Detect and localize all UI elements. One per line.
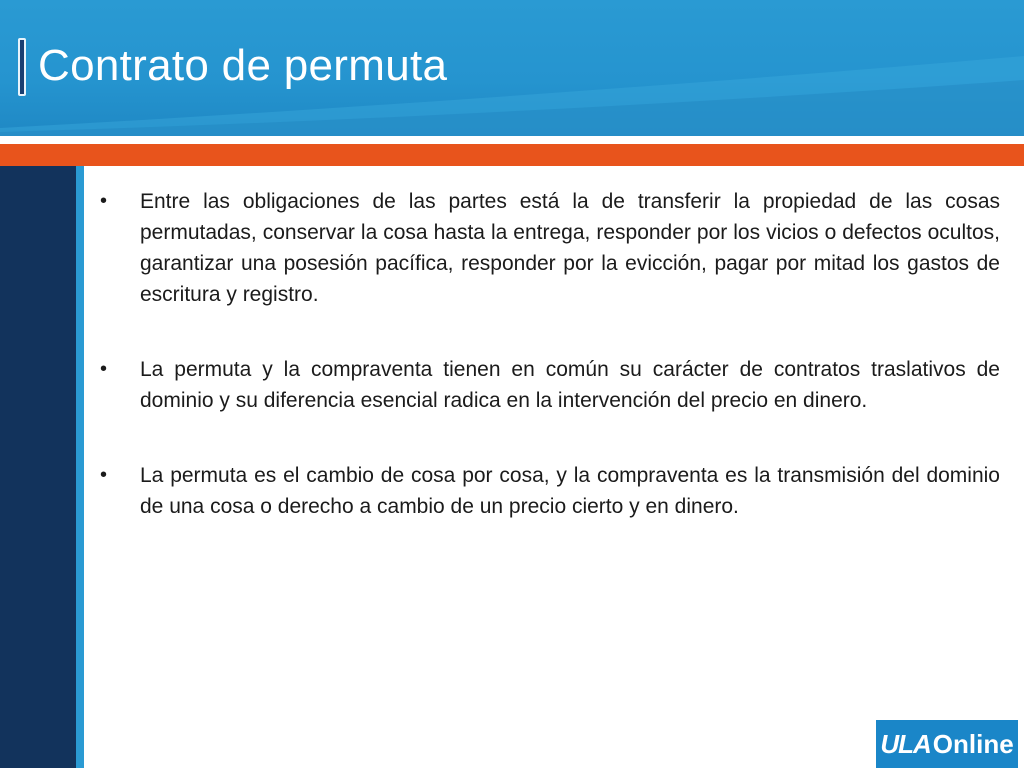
bullet-dot-icon: • (100, 358, 108, 380)
bullet-text: Entre las obligaciones de las partes está la de transferir la propiedad de las cosas permutadas, conservar la cosa hasta la entrega, responder por los vicios o defectos ocultos, garantizar una posesión pacífica, responder por la evicción, pagar por mitad los gastos de escritura y registro. (140, 190, 1000, 306)
bullet-item (100, 186, 1000, 310)
logo-text: Online (932, 728, 1014, 759)
orange-accent-band (0, 144, 1024, 166)
logo-mark: ULA (880, 728, 931, 759)
bullet-dot-icon: • (100, 464, 108, 486)
slide-header (0, 0, 1024, 136)
slide-title: Contrato de permuta (38, 41, 448, 90)
bullet-dot-icon: • (100, 190, 108, 212)
left-blue-rule (76, 166, 84, 768)
bullet-item (100, 460, 1000, 522)
ula-online-logo (876, 720, 1018, 768)
title-accent-bar (18, 38, 26, 96)
slide-content (100, 186, 1000, 566)
bullet-text: La permuta es el cambio de cosa por cosa, y la compraventa es la transmisión del dominio de una cosa o derecho a cambio de un precio cierto y en dinero. (140, 464, 1000, 518)
bullet-item (100, 354, 1000, 416)
left-navy-band (0, 166, 76, 768)
bullet-text: La permuta y la compraventa tienen en común su carácter de contratos traslativos de dominio y su diferencia esencial radica en la intervención del precio en dinero. (140, 358, 1000, 412)
bullet-list (100, 186, 1000, 522)
